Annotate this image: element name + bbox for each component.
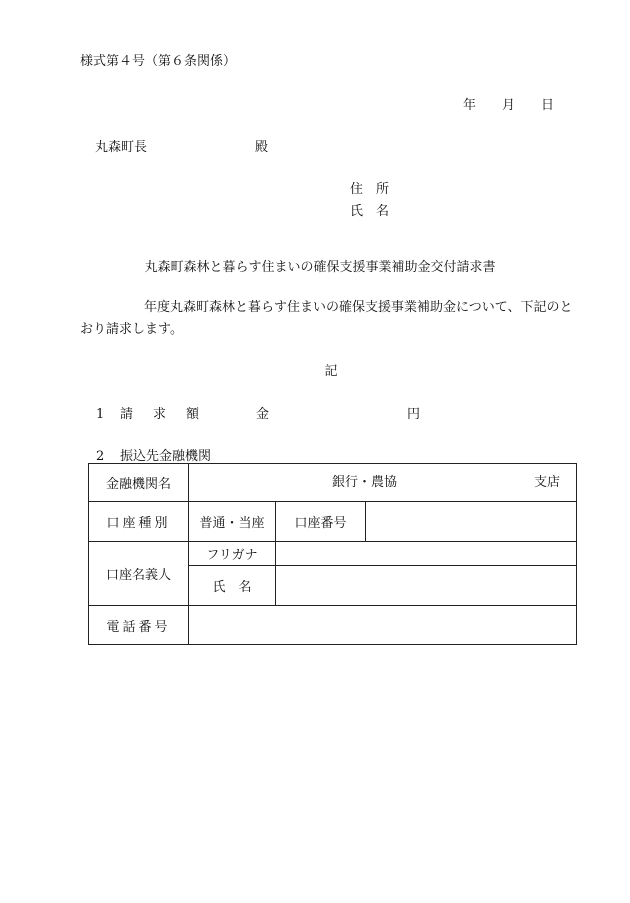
date-line: [463, 94, 554, 113]
bank-section-title: 振込先金融機関: [120, 449, 212, 464]
amount-number: 1: [96, 407, 105, 422]
bank-table: [88, 463, 577, 645]
date-day-label: 日: [541, 98, 555, 113]
account-number-field[interactable]: [366, 502, 577, 542]
institution-row: [89, 464, 577, 502]
document-body: 年度丸森町森林と暮らす住まいの確保支援事業補助金について、下記のとおり請求します。: [80, 300, 573, 337]
account-type-value[interactable]: 普通・当座: [189, 502, 276, 542]
phone-row: [89, 606, 577, 645]
account-number-label: 口座番号: [276, 502, 366, 542]
addressee: [95, 136, 269, 155]
furigana-row: [89, 542, 577, 566]
institution-value-cell[interactable]: [189, 464, 577, 502]
amount-kin: 金: [256, 407, 270, 422]
holder-name-field[interactable]: [276, 566, 577, 606]
amount-line: [96, 403, 421, 422]
date-year-label: 年: [463, 98, 477, 113]
applicant-block: [350, 179, 389, 223]
document-title: 丸森町森林と暮らす住まいの確保支援事業補助金交付請求書: [144, 260, 496, 275]
date-month-label: 月: [502, 98, 516, 113]
form-number: 様式第４号（第６条関係）: [80, 54, 237, 69]
ki-heading: 記: [324, 364, 338, 379]
account-type-label: 口座種別: [89, 502, 189, 542]
holder-name-label: 氏 名: [189, 566, 276, 606]
branch-label: 支店: [533, 475, 560, 490]
addressee-name: 丸森町長: [95, 140, 148, 155]
bank-section-number: 2: [96, 449, 105, 464]
bank-coop-label: 銀行・農協: [332, 475, 398, 490]
addressee-honorific: 殿: [255, 140, 269, 155]
holder-label: 口座名義人: [89, 542, 189, 606]
bank-section-heading: [96, 445, 211, 464]
phone-label: 電話番号: [89, 606, 189, 645]
address-label: 住 所: [350, 182, 390, 197]
phone-field[interactable]: [189, 606, 577, 645]
amount-yen: 円: [407, 407, 421, 422]
name-label: 氏 名: [350, 204, 390, 219]
institution-label: 金融機関名: [89, 464, 189, 502]
account-row: [89, 502, 577, 542]
furigana-label: フリガナ: [189, 542, 276, 566]
amount-label: 請求額: [120, 407, 220, 422]
furigana-field[interactable]: [276, 542, 577, 566]
